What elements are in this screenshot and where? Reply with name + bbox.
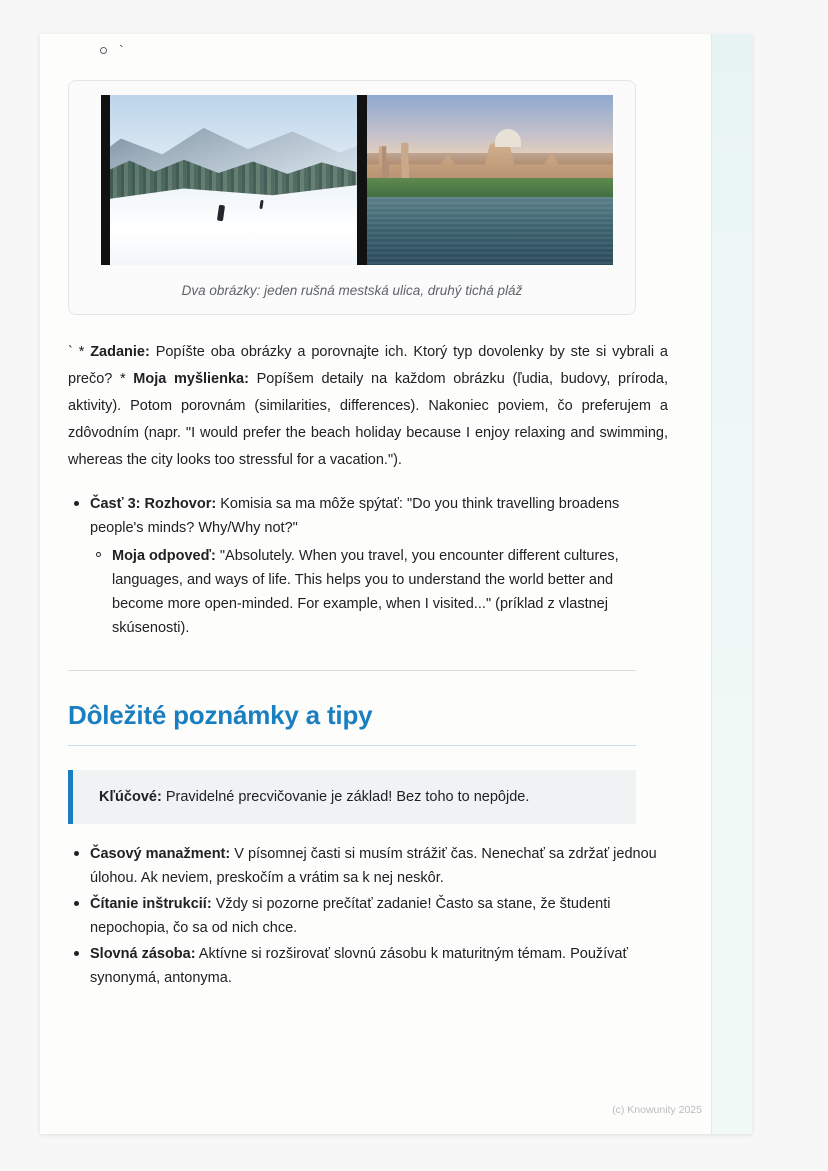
- list-item: [68, 842, 668, 890]
- section-divider: [68, 670, 636, 671]
- heading-underline: [68, 745, 636, 746]
- tip-label: Slovná zásoba:: [90, 946, 196, 962]
- paragraph-prefix: ` *: [68, 344, 91, 360]
- list-item: [100, 40, 668, 60]
- page-title: Dôležité poznámky a tipy: [68, 700, 373, 730]
- city-treeline: [367, 178, 614, 198]
- list-item-label: Časť 3: Rozhovor:: [90, 496, 217, 512]
- tip-label: Časový manažment:: [90, 846, 231, 862]
- sub-item-label: Moja odpoveď:: [112, 548, 216, 564]
- page-side-gradient-strip: [711, 34, 752, 1134]
- idea-text: Popíšem detaily na každom obrázku (ľudia, budovy, príroda, aktivity). Potom porovnám (similarities, differences). Nakoniec poviem, čo preferujem a zdôvodním (napr. "I would prefer the beach holiday because I enjoy relaxing and swimming, whereas the city looks too stressful for a vacation.").: [68, 371, 669, 468]
- tip-text: Aktívne si rozširovať slovnú zásobu k maturitným témam. Používať synonymá, antonyma.: [90, 946, 628, 986]
- figure-container: [68, 80, 636, 315]
- tip-text: Vždy si pozorne prečítať zadanie! Často sa stane, že študenti nepochopia, čo sa od nich chce.: [90, 896, 611, 936]
- idea-label: Moja myšlienka:: [133, 371, 249, 387]
- task-paragraph: [68, 339, 668, 474]
- list-item: [68, 492, 668, 640]
- tips-list: [68, 842, 668, 990]
- city-water-reflection: [367, 197, 614, 265]
- ski-slope-image: [101, 95, 362, 265]
- document-page: [40, 34, 752, 1134]
- task-label: Zadanie:: [90, 344, 150, 360]
- callout-box: [68, 770, 636, 824]
- task-text: Popíšte oba obrázky a porovnajte ich. Ktorý typ dovolenky by ste si vybrali a prečo? *: [68, 344, 668, 387]
- tip-text: V písomnej časti si musím strážiť čas. Nenechať sa zdržať jednou úlohou. Ak neviem, preskočím a vrátim sa k nej neskôr.: [90, 846, 657, 886]
- figure-caption: Dva obrázky: jeden rušná mestská ulica, druhý tichá pláž: [181, 283, 523, 298]
- page-content: [68, 34, 668, 992]
- sub-list: [90, 544, 668, 640]
- figure-image-row: [91, 95, 613, 265]
- tip-label: Čítanie inštrukcií:: [90, 896, 212, 912]
- page-inner: [40, 34, 752, 1134]
- stray-bullet-text: `: [119, 42, 124, 58]
- city-waterfront-image: [362, 95, 614, 265]
- callout-text: Pravidelné precvičovanie je základ! Bez toho to nepôjde.: [161, 789, 530, 805]
- copyright-footer: (c) Knowunity 2025: [612, 1104, 702, 1116]
- hollow-bullet-icon: [100, 47, 107, 54]
- list-item: [90, 544, 668, 640]
- city-dome: [495, 129, 521, 147]
- list-item-text: Komisia sa ma môže spýtať: "Do you think travelling broadens people's minds? Why/Why not?": [90, 496, 620, 536]
- list-item: [68, 892, 668, 940]
- list-item: [68, 942, 668, 990]
- callout-label: Kľúčové:: [99, 789, 162, 805]
- sub-item-text: "Absolutely. When you travel, you encounter different cultures, languages, and ways of life. This helps you to understand the world better and become more open-minded. For example, when I visited..." (príklad z vlastnej skúsenosti).: [112, 548, 619, 636]
- conversation-bullet-list: [68, 492, 668, 640]
